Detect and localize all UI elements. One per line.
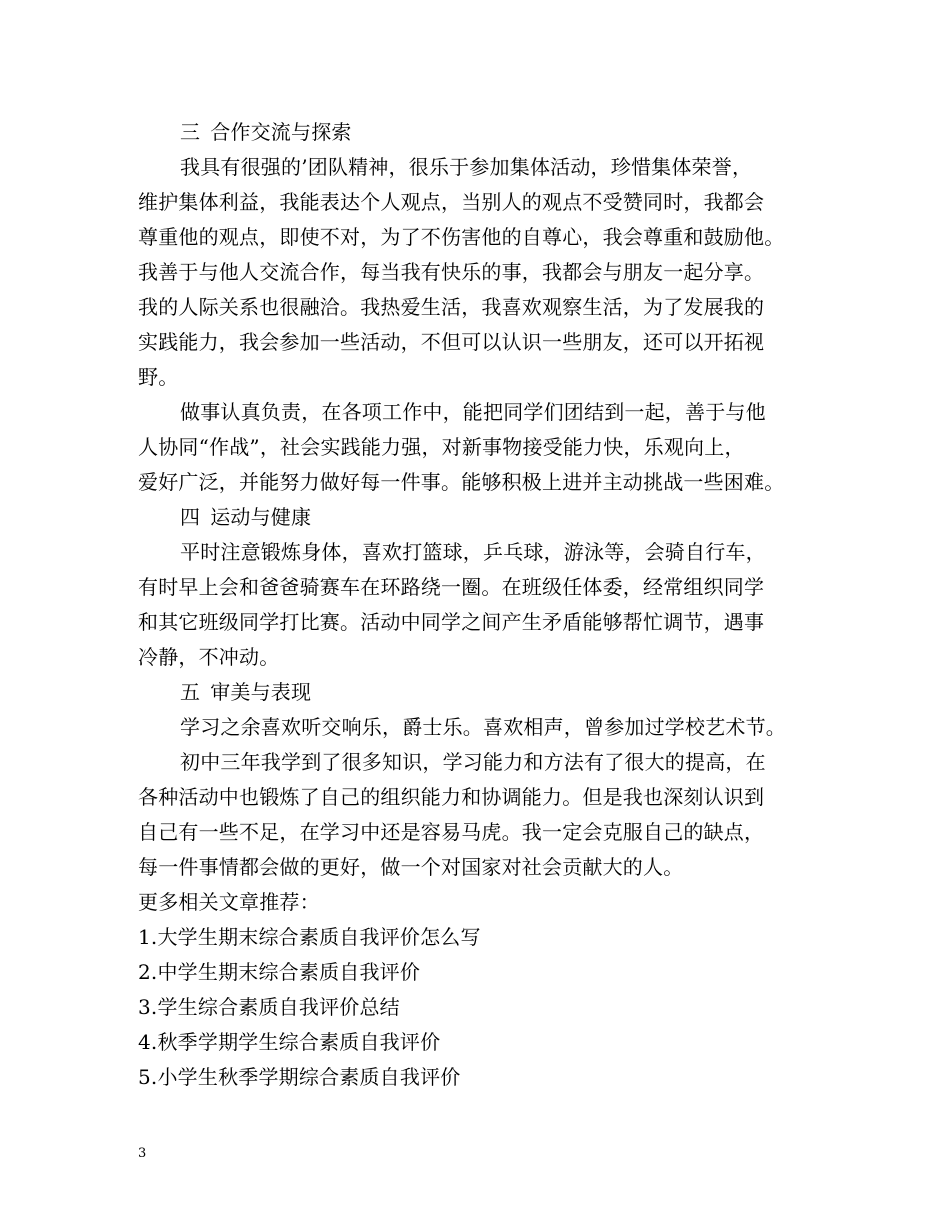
paragraph-line: 和其它班级同学打比赛。活动中同学之间产生矛盾能够帮忙调节，遇事 xyxy=(138,610,765,634)
related-articles-heading: 更多相关文章推荐： xyxy=(138,890,320,914)
related-article-link[interactable]: 5.小学生秋季学期综合素质自我评价 xyxy=(138,1065,461,1089)
paragraph-line: 自己有一些不足，在学习中还是容易马虎。我一定会克服自己的缺点， xyxy=(138,820,765,844)
paragraph-line: 学习之余喜欢听交响乐，爵士乐。喜欢相声，曾参加过学校艺术节。 xyxy=(180,715,786,739)
paragraph-line: 爱好广泛，并能努力做好每一件事。能够积极上进并主动挑战一些困难。 xyxy=(138,470,785,494)
paragraph-line: 有时早上会和爸爸骑赛车在环路绕一圈。在班级任体委，经常组织同学 xyxy=(138,575,765,599)
paragraph-line: 我的人际关系也很融洽。我热爱生活，我喜欢观察生活，为了发展我的 xyxy=(138,295,765,319)
section-heading-aesthetics xyxy=(138,675,828,710)
section-title: 审美与表现 xyxy=(210,680,312,704)
paragraph-line: 每一件事情都会做的更好，做一个对国家对社会贡献大的人。 xyxy=(138,855,684,879)
paragraph-line: 初中三年我学到了很多知识，学习能力和方法有了很大的提高，在 xyxy=(180,750,766,774)
document-body xyxy=(138,115,828,1095)
section-heading-sports xyxy=(138,500,828,535)
paragraph-line: 冷静，不冲动。 xyxy=(138,645,280,669)
paragraph-line: 平时注意锻炼身体，喜欢打篮球，乒乓球，游泳等，会骑自行车， xyxy=(180,540,766,564)
section-title: 合作交流与探索 xyxy=(210,120,352,144)
section-number: 五 xyxy=(180,680,201,704)
page-number: 3 xyxy=(138,1146,147,1161)
related-article-link[interactable]: 1.大学生期末综合素质自我评价怎么写 xyxy=(138,925,481,949)
section-number: 三 xyxy=(180,120,201,144)
paragraph-line: 尊重他的观点，即使不对，为了不伤害他的自尊心，我会尊重和鼓励他。 xyxy=(138,225,785,249)
paragraph-line: 各种活动中也锻炼了自己的组织能力和协调能力。但是我也深刻认识到 xyxy=(138,785,765,809)
related-article-link[interactable]: 4.秋季学期学生综合素质自我评价 xyxy=(138,1030,441,1054)
paragraph-line: 我具有很强的’团队精神，很乐于参加集体活动，珍惜集体荣誉， xyxy=(180,155,753,179)
related-article-link[interactable]: 2.中学生期末综合素质自我评价 xyxy=(138,960,421,984)
paragraph-line: 做事认真负责，在各项工作中，能把同学们团结到一起，善于与他 xyxy=(180,400,766,424)
paragraph-line: 我善于与他人交流合作，每当我有快乐的事，我都会与朋友一起分享。 xyxy=(138,260,765,284)
section-heading-cooperation xyxy=(138,115,828,150)
paragraph-line: 人协同“作战”，社会实践能力强，对新事物接受能力快，乐观向上， xyxy=(138,435,745,459)
section-number: 四 xyxy=(180,505,201,529)
related-article-link[interactable]: 3.学生综合素质自我评价总结 xyxy=(138,995,400,1019)
paragraph-line: 实践能力，我会参加一些活动，不但可以认识一些朋友，还可以开拓视 xyxy=(138,330,765,354)
paragraph-line: 维护集体利益，我能表达个人观点，当别人的观点不受赞同时，我都会 xyxy=(138,190,765,214)
section-title: 运动与健康 xyxy=(210,505,312,529)
paragraph-line: 野。 xyxy=(138,365,179,389)
